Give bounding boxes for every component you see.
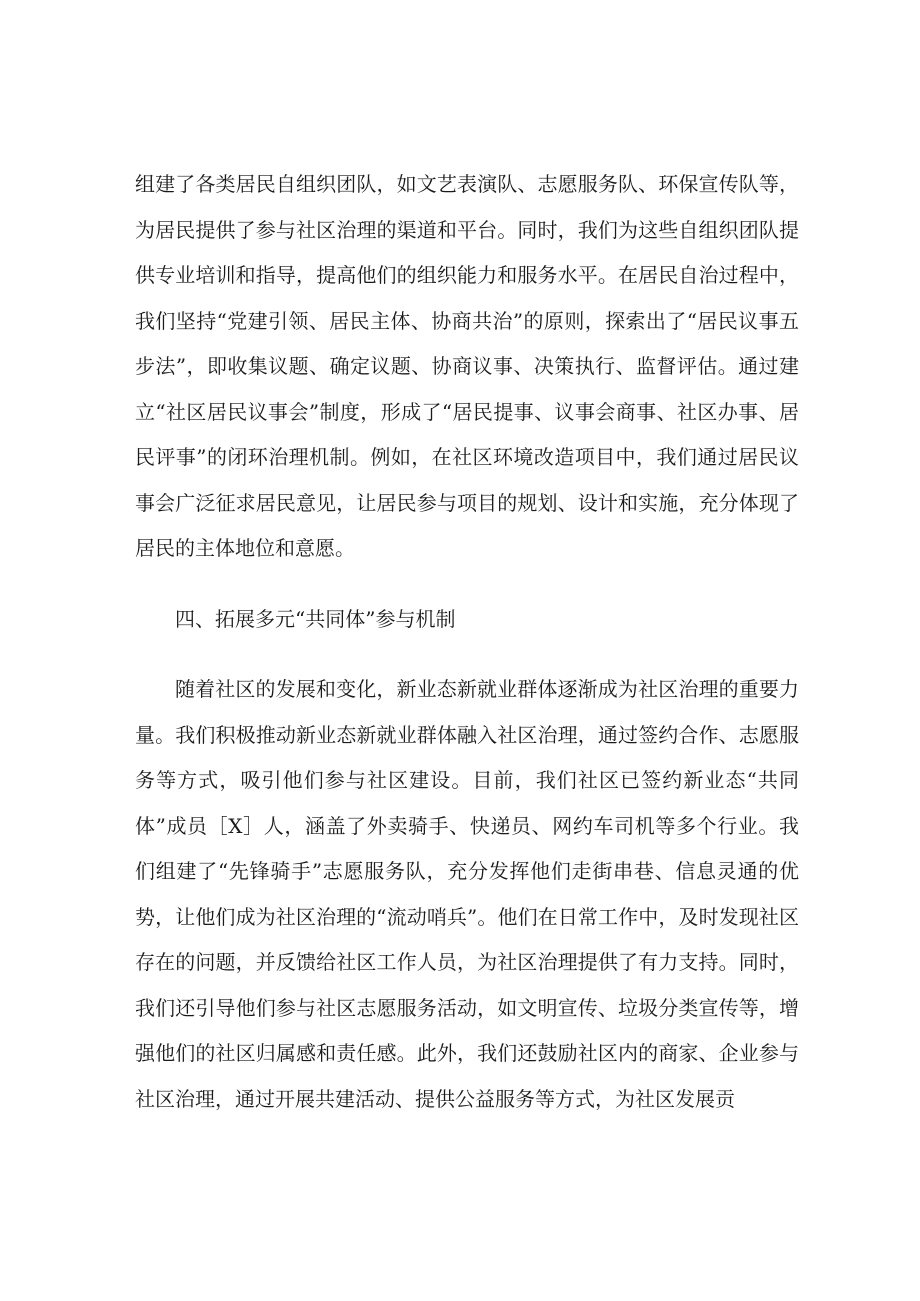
paragraph-continuation: 组建了各类居民自组织团队，如文艺表演队、志愿服务队、环保宣传队等，为居民提供了参与社区治理的渠道和平台。同时，我们为这些自组织团队提供专业培训和指导，提高他们的组织能力和服务水平。在居民自治过程中，我们坚持“党建引领、居民主体、协商共治”的原则，探索出了“居民议事五步法”，即收集议题、确定议题、协商议事、决策执行、监督评估。通过建立“社区居民议事会”制度，形成了“居民提事、议事会商事、社区办事、居民评事”的闭环治理机制。例如，在社区环境改造项目中，我们通过居民议事会广泛征求居民意见，让居民参与项目的规划、设计和实施，充分体现了居民的主体地位和意愿。 xyxy=(135,172,799,560)
section-heading: 四、拓展多元“共同体”参与机制 xyxy=(175,606,456,631)
paragraph-section-4: 随着社区的发展和变化，新业态新就业群体逐渐成为社区治理的重要力量。我们积极推动新业态新就业群体融入社区治理，通过签约合作、志愿服务等方式，吸引他们参与社区建设。目前，我们社区已签约新业态“共同体”成员［X］人，涵盖了外卖骑手、快递员、网约车司机等多个行业。我们组建了“先锋骑手”志愿服务队，充分发挥他们走街串巷、信息灵通的优势，让他们成为社区治理的“流动哨兵”。他们在日常工作中，及时发现社区存在的问题，并反馈给社区工作人员，为社区治理提供了有力支持。同时，我们还引导他们参与社区志愿服务活动，如文明宣传、垃圾分类宣传等，增强他们的社区归属感和责任感。此外，我们还鼓励社区内的商家、企业参与社区治理，通过开展共建活动、提供公益服务等方式，为社区发展贡 xyxy=(135,677,799,1111)
document-body xyxy=(135,162,799,1122)
